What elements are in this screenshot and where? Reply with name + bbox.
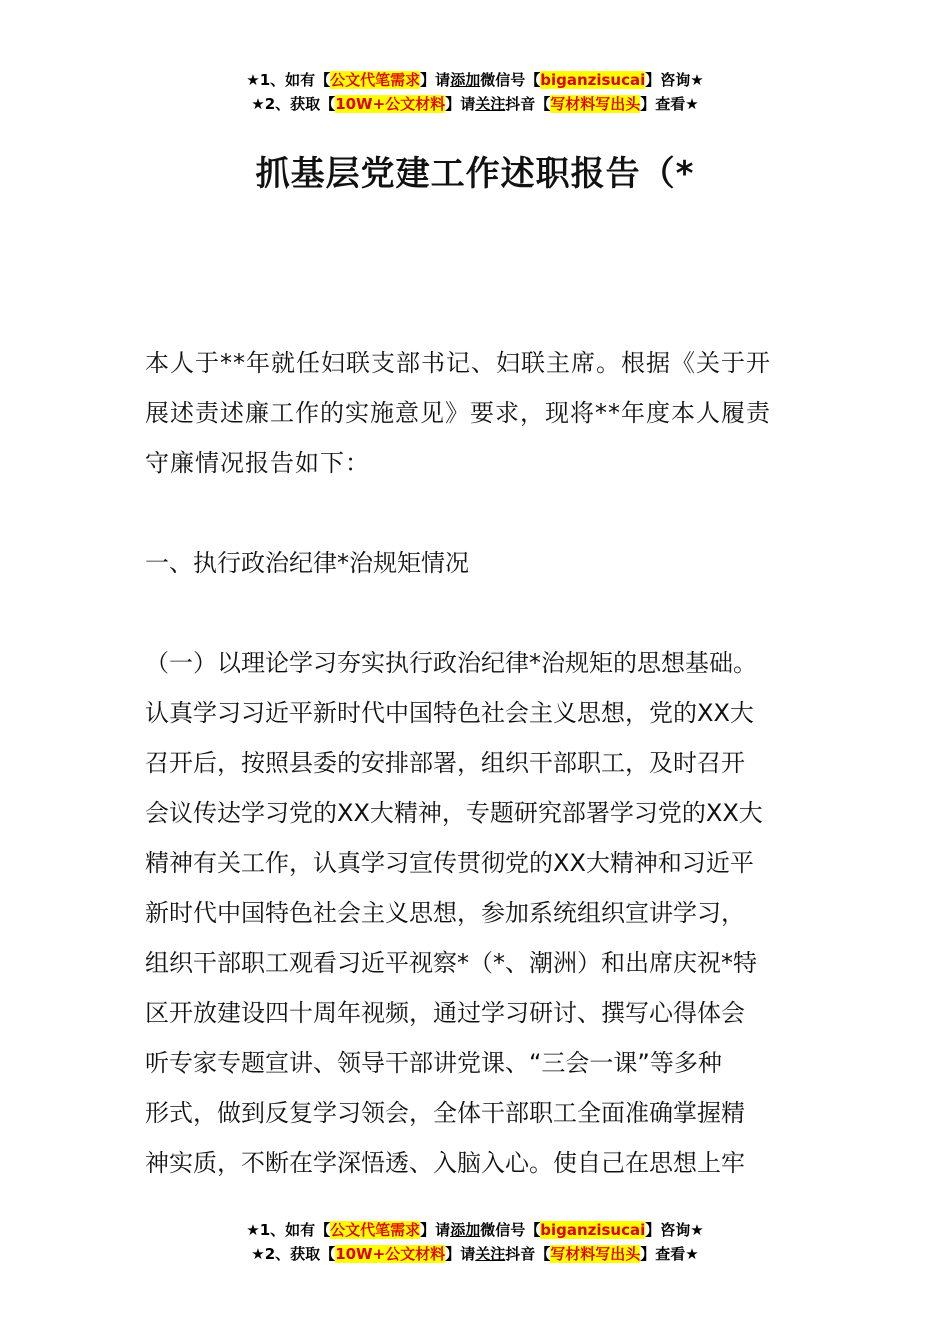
document-title: 抓基层党建工作述职报告（* [255, 154, 695, 194]
body-line: 精神有关工作，认真学习宣传贯彻党的XX大精神和习近平 [145, 849, 754, 877]
body-line: 组织干部职工观看习近平视察*（*、潮洲）和出席庆祝*特 [145, 949, 757, 977]
bottom-banner [0, 1218, 950, 1266]
intro-line: 守廉情况报告如下： [145, 449, 370, 477]
body-line: 会议传达学习党的XX大精神，专题研究部署学习党的XX大 [145, 799, 763, 827]
banner-line-2: ★2、获取【10W+公文材料】请关注抖音【写材料写出头】查看★ [251, 95, 699, 113]
body-paragraph [145, 638, 815, 1188]
body-line: 神实质，不断在学深悟透、入脑入心。使自己在思想上牢 [145, 1149, 745, 1177]
banner-line-1: ★1、如有【公文代笔需求】请添加微信号【biganzisucai】咨询★ [246, 71, 704, 89]
intro-line: 本人于**年就任妇联支部书记、妇联主席。根据《关于开 [145, 349, 771, 377]
highlight-douyin-account: 写材料写出头 [550, 1245, 641, 1263]
highlight-materials: 10W+公文材料 [335, 1245, 446, 1263]
body-line: 区开放建设四十周年视频，通过学习研讨、撰写心得体会 [145, 999, 745, 1027]
highlight-douyin-account: 写材料写出头 [550, 95, 641, 113]
highlight-wechat-id: biganzisucai [540, 1221, 646, 1239]
section-1-heading: 一、执行政治纪律*治规矩情况 [145, 549, 469, 577]
body-line: 新时代中国特色社会主义思想，参加系统组织宣讲学习， [145, 899, 745, 927]
highlight-materials: 10W+公文材料 [335, 95, 446, 113]
top-banner [0, 68, 950, 116]
body-line: 认真学习习近平新时代中国特色社会主义思想，党的XX大 [145, 699, 754, 727]
body-line: 听专家专题宣讲、领导干部讲党课、“三会一课”等多种 [145, 1049, 722, 1077]
body-line: 形式，做到反复学习领会，全体干部职工全面准确掌握精 [145, 1099, 745, 1127]
banner-line-1: ★1、如有【公文代笔需求】请添加微信号【biganzisucai】咨询★ [246, 1221, 704, 1239]
intro-paragraph [145, 338, 815, 488]
highlight-wechat-id: biganzisucai [540, 71, 646, 89]
body-line: （一）以理论学习夯实执行政治纪律*治规矩的思想基础。 [145, 649, 757, 677]
intro-line: 展述责述廉工作的实施意见》要求，现将**年度本人履责 [145, 399, 771, 427]
banner-line-2: ★2、获取【10W+公文材料】请关注抖音【写材料写出头】查看★ [251, 1245, 699, 1263]
highlight-writing-service: 公文代笔需求 [330, 1221, 421, 1239]
highlight-writing-service: 公文代笔需求 [330, 71, 421, 89]
section-heading [145, 538, 815, 588]
body-line: 召开后，按照县委的安排部署，组织干部职工，及时召开 [145, 749, 745, 777]
